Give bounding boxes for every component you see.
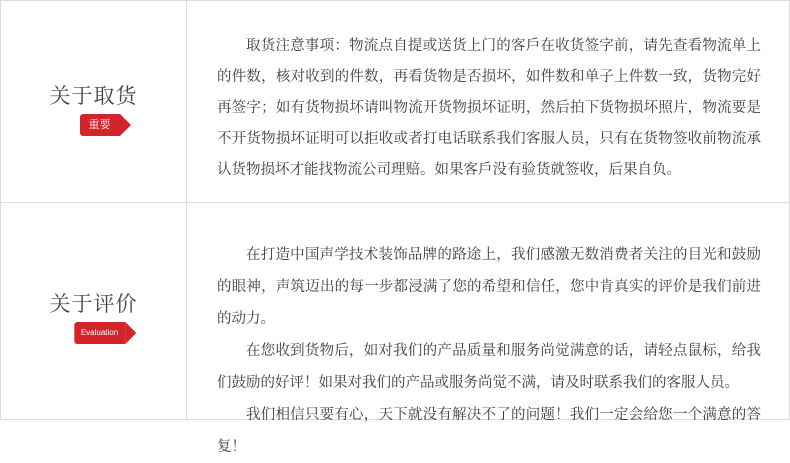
section-pickup-badge-wrap	[80, 114, 120, 136]
section-evaluation-title: 关于评价	[49, 293, 138, 316]
paragraph: 在您收到货物后，如对我们的产品质量和服务尚觉满意的话，请轻点鼠标，给我们鼓励的好评！如果对我们的产品或服务尚觉不满，请及时联系我们的客服人员。	[217, 343, 761, 391]
section-evaluation-text-column	[187, 203, 789, 455]
section-pickup-label-column	[1, 1, 187, 202]
section-evaluation-label-column	[1, 203, 187, 419]
section-pickup	[0, 0, 790, 202]
paragraph: 在打造中国声学技术装饰品牌的路途上，我们感激无数消费者关注的目光和鼓励的眼神，声筑迈出的每一步都浸满了您的希望和信任，您中肯真实的评价是我们前进的动力。	[217, 247, 761, 327]
status-badge: Evaluation	[74, 322, 125, 344]
paragraph: 取货注意事项：物流点自提或送货上门的客戶在收货签字前，请先查看物流单上的件数，核对收到的件数，再看货物是否损坏，如件数和单子上件数一致，货物完好再签字；如有货物损坏请叫物流开货物损坏证明，然后拍下货物损坏照片，物流要是不开货物损坏证明可以拒收或者打电话联系我们客服人员，只有在货物签收前物流承认货物损坏才能找物流公司理赔。如果客戶没有验货就签收，后果自负。	[217, 38, 761, 178]
status-badge: 重要	[80, 114, 120, 136]
paragraph: 我们相信只要有心，天下就没有解决不了的问题！我们一定会给您一个满意的答复！	[217, 407, 761, 455]
section-evaluation-badge-wrap	[74, 322, 125, 344]
section-pickup-title: 关于取货	[49, 85, 138, 108]
section-evaluation	[0, 202, 790, 455]
section-pickup-text-column	[187, 1, 789, 202]
